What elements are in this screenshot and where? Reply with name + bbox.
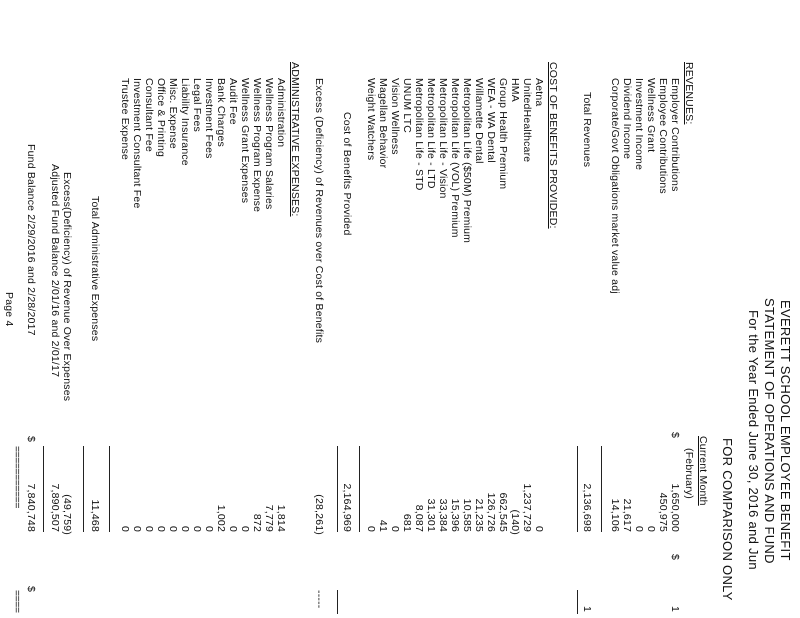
dollar-sign: $ xyxy=(669,432,681,439)
row-label: Metropolitan Life ($50M) Premium xyxy=(461,78,473,244)
row-value: 15,396 xyxy=(449,498,461,532)
row-label: Wellness Grant xyxy=(645,78,657,153)
edge-mark: 1 xyxy=(581,606,593,613)
dollar-sign: $ xyxy=(25,586,37,593)
row-value: 0 xyxy=(179,525,191,532)
dollar-sign: $ xyxy=(25,436,37,443)
row-label: Employee Contributions xyxy=(657,78,669,194)
column-current-month-sub: (February) xyxy=(683,448,695,500)
row-value: 0 xyxy=(191,525,203,532)
summary-label: Excess(Deficiency) of Revenue Over Expenses xyxy=(61,172,73,402)
row-label: Audit Fee xyxy=(227,78,239,125)
row-label: Wellness Program Expense xyxy=(251,78,263,213)
row-label: Employer Contributions xyxy=(669,78,681,192)
total-rule xyxy=(83,446,84,532)
row-label: Administration xyxy=(275,78,287,148)
edge-mark: 1 xyxy=(669,606,681,613)
row-label: Misc. Expense xyxy=(167,78,179,149)
row-value: 0 xyxy=(203,525,215,532)
row-value: 0 xyxy=(131,525,143,532)
row-label: Vision Wellness xyxy=(389,78,401,155)
admin-total-label: Total Administrative Expenses xyxy=(89,196,101,342)
row-label: Trustee Expense xyxy=(119,78,131,160)
row-value: 0 xyxy=(533,525,545,532)
row-value: 21,235 xyxy=(473,498,485,532)
row-label: Willamette Dental xyxy=(473,78,485,164)
row-value: 0 xyxy=(645,525,657,532)
cost-total-label: Cost of Benefits Provided xyxy=(341,112,353,236)
row-value: 14,106 xyxy=(609,498,621,532)
row-label: Investment Income xyxy=(633,78,645,171)
row-label: Group Health Premium xyxy=(497,78,509,190)
summary-value: (49,759) xyxy=(61,494,73,535)
edge-mark: ==== xyxy=(11,590,23,613)
total-rule xyxy=(577,446,578,532)
row-label: Wellness Program Salaries xyxy=(263,78,275,210)
subtotal-rule xyxy=(109,446,110,532)
subtotal-rule xyxy=(601,446,602,532)
header-period: For the Year Ended June 30, 2016 and Jun xyxy=(746,310,761,570)
edge-mark: ----- xyxy=(313,590,325,609)
row-label: Metropolitan Life - LTD xyxy=(425,78,437,189)
row-label: Aetna xyxy=(533,78,545,107)
row-label: UNUM LTC xyxy=(401,78,413,134)
row-value: 1,814 xyxy=(275,504,287,532)
subtotal-rule xyxy=(359,446,360,532)
row-label: Dividend Income xyxy=(621,78,633,160)
row-value: 8,087 xyxy=(413,504,425,532)
row-value: 681 xyxy=(401,513,413,532)
edge-rule xyxy=(577,590,578,614)
row-label: UnitedHealthcare xyxy=(521,78,533,163)
cost-total-value: 2,164,969 xyxy=(341,483,353,532)
row-label: Wellness Grant Expenses xyxy=(239,78,251,204)
row-value: 41 xyxy=(377,519,389,532)
row-value: 0 xyxy=(227,525,239,532)
row-label: Corporate/Govt Obligations market value adj xyxy=(609,78,621,294)
page-number: Page 4 xyxy=(3,292,15,327)
double-underline: =========== xyxy=(11,446,23,508)
total-rule xyxy=(337,446,338,532)
admin-heading: ADMINISTRATIVE EXPENSES: xyxy=(289,62,301,217)
row-value: 10,585 xyxy=(461,498,473,532)
row-value: 0 xyxy=(167,525,179,532)
row-value: 450,975 xyxy=(657,492,669,532)
admin-total-value: 11,468 xyxy=(89,499,101,532)
row-value: 662,545 xyxy=(497,492,509,532)
row-label: Legal Fees xyxy=(191,78,203,132)
row-value: 872 xyxy=(251,513,263,532)
cost-heading: COST OF BENEFITS PROVIDED: xyxy=(547,62,559,229)
row-value: 31,301 xyxy=(425,498,437,532)
row-label: Consultant Fee xyxy=(143,78,155,153)
row-value: 0 xyxy=(239,525,251,532)
summary-label: Adjusted Fund Balance 2/01/16 and 2/01/17 xyxy=(49,164,61,378)
row-label: Metropolitan Life - Vision xyxy=(437,78,449,199)
header-note: FOR COMPARISON ONLY xyxy=(720,438,735,601)
row-value: 0 xyxy=(155,525,167,532)
row-value: (140) xyxy=(509,509,521,535)
row-label: Bank Charges xyxy=(215,78,227,147)
row-value: 0 xyxy=(119,525,131,532)
row-label: Office & Printing xyxy=(155,78,167,158)
excess-value: (28,261) xyxy=(313,494,325,535)
total-revenues-label: Total Revenues xyxy=(581,92,593,168)
excess-label: Excess (Deficiency) of Revenues over Cost of Benefits xyxy=(313,78,325,344)
row-value: 0 xyxy=(143,525,155,532)
total-revenues-value: 2,136,698 xyxy=(581,483,593,532)
row-value: 1,650,000 xyxy=(669,483,681,532)
row-value: 21,617 xyxy=(621,498,633,532)
fund-balance-value: 7,840,748 xyxy=(25,483,37,532)
row-label: Metropolitan Life - STD xyxy=(413,78,425,191)
row-value: 126,726 xyxy=(485,492,497,532)
row-label: Investment Consultant Fee xyxy=(131,78,143,209)
row-label: Liability Insurance xyxy=(179,78,191,166)
row-label: Magellan Behavior xyxy=(377,78,389,169)
summary-value: 7,890,507 xyxy=(49,483,61,532)
row-value: 0 xyxy=(633,525,645,532)
row-value: 1,237,729 xyxy=(521,483,533,532)
header-subtitle: STATEMENT OF OPERATIONS AND FUND xyxy=(762,298,777,564)
header-title: EVERETT SCHOOL EMPLOYEE BENEFIT xyxy=(778,300,793,561)
row-label: Weight Watchers xyxy=(365,78,377,161)
dollar-sign: $ xyxy=(669,554,681,561)
row-value: 1,002 xyxy=(215,504,227,532)
row-label: Investment Fees xyxy=(203,78,215,159)
row-value: 0 xyxy=(365,525,377,532)
row-value: 33,384 xyxy=(437,498,449,532)
revenues-heading: REVENUES: xyxy=(683,62,695,125)
edge-rule xyxy=(337,590,338,614)
row-label: WEA - WA Dental xyxy=(485,78,497,163)
subtotal-rule xyxy=(43,446,44,532)
column-current-month: Current Month xyxy=(697,436,709,506)
fund-balance-label: Fund Balance 2/29/2016 and 2/28/2017 xyxy=(25,144,37,336)
row-value: 0 xyxy=(389,525,401,532)
row-value: 7,779 xyxy=(263,504,275,532)
row-label: HMA xyxy=(509,78,521,102)
row-label: Metropolitan Life (VOL) Premium xyxy=(449,78,461,238)
